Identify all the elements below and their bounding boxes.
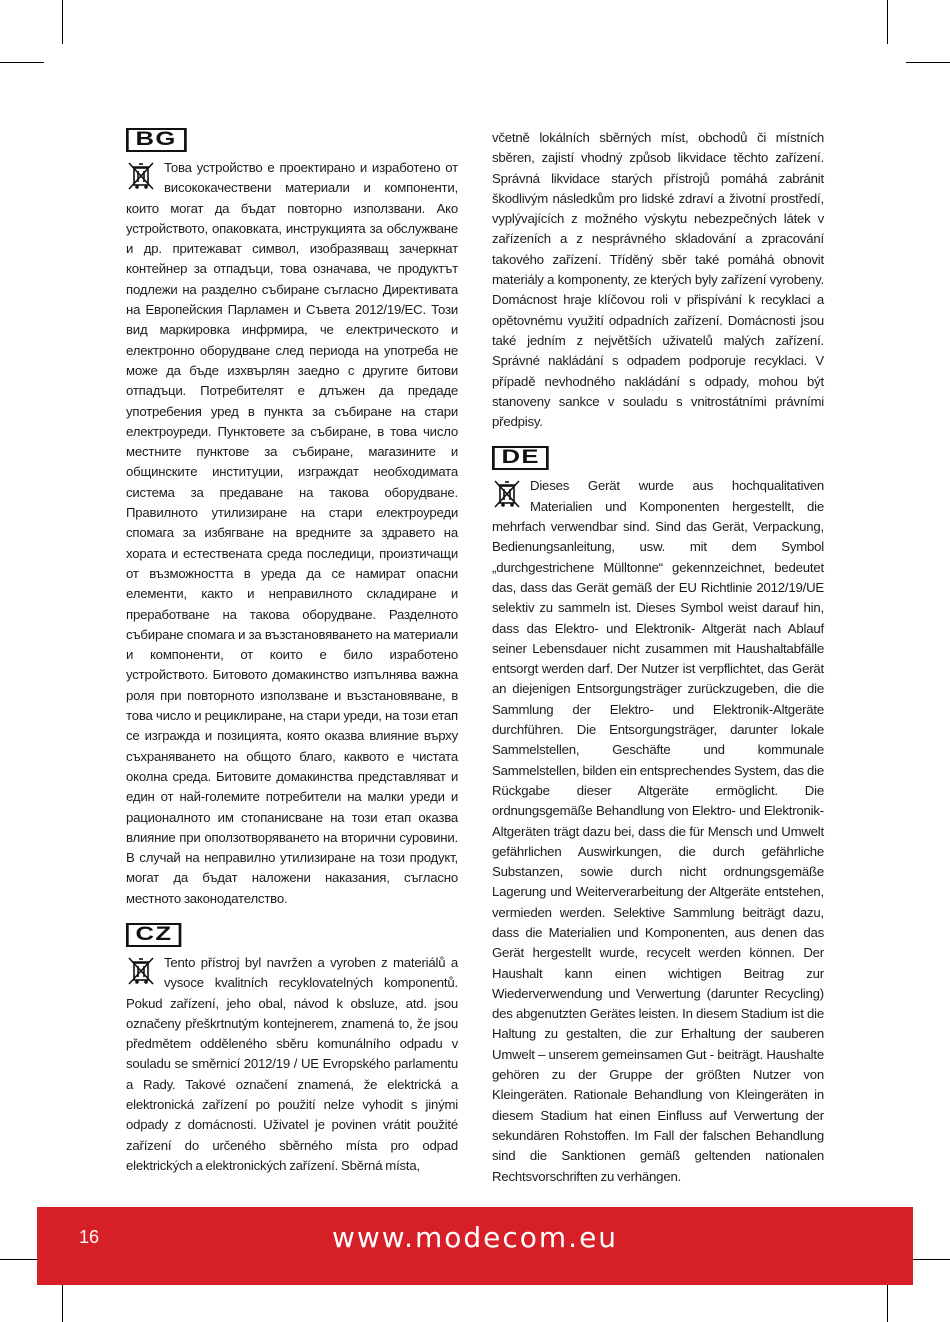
bg-badge-wrap (126, 128, 458, 158)
cz-continuation (492, 128, 824, 432)
crossed-out-bin-icon (126, 160, 156, 192)
page-number: 16 (79, 1227, 100, 1247)
cz-badge-wrap (126, 923, 458, 953)
de-badge-wrap (492, 446, 824, 476)
crop-mark (62, 0, 63, 44)
cz-paragraph-continuation: včetně lokálních sběrných míst, obchodů či místních sběren, zajistí vhodný způsob likvidace těchto zařízení. Správná likvidace starých přístrojů pomáhá zabránit škodlivým následkům pro lidské zdraví a životní prostředí, vyplývajících z možného výskytu nebezpečných látek v zařízeních a z nesprávného skladování a zpracování takového zařízení. Tříděný sběr také pomáhá obnovit materiály a komponenty, ze kterých byly zařízení vyrobeny. Domácnost hraje klíčovou roli v přispívání k recyklaci a opětovnému využití odpadních zařízení. Domácnosti jsou také jedním z největších uživatelů malých zařízení. Správné nakládání s odpadem podporuje recyklaci. V případě nevhodného nakládání s odpady, mohou být stanoveny sankce v souladu s vnitrostátními právními předpisy. (492, 130, 824, 430)
de-paragraph: Dieses Gerät wurde aus hochqualitativen Materialien und Komponenten hergestellt, die mehrfach verwendbar sind. Sind das Gerät, Verpackung, Bedienungsanleitung, usw. mit dem Symbol „durchgestrichene Mülltonne“ gekennzeichnet, bedeutet das, dass das Gerät gemäß der EU Richtlinie 2012/19/UE selektiv zu sammeln ist. Dieses Symbol weist darauf hin, dass das Elektro- und Elektronik- Altgerät nach Ablauf seiner Lebensdauer nicht zusammen mit Haushaltabfälle entsorgt werden darf. Der Nutzer ist verpflichtet, das Gerät an diejenigen Entsorgungsträger zurückzugeben, die die Sammlung der Elektro- und Elektronik-Altgeräte durchführen. Die Entsorgungsträger, darunter lokale Sammelstellen, Geschäfte und kommunale Sammelstellen, bilden ein entsprechendes System, das die Rückgabe dieser Altgeräte ermöglicht. Die ordnungsgemäße Behandlung von Elektro- und Elektronik-Altgeräten trägt dazu bei, dass die für Mensch und Umwelt gefährlichen Auswirkungen, die durch gefährliche Substanzen, sowie durch nicht ordnungsgemäße Lagerung und Weiterverarbeitung der Altgeräte entstehen, vermieden werden. Selektive Sammlung beiträgt dazu, dass die Materialien und Komponenten, aus denen das Gerät hergestellt wurde, recycelt werden können. Der Haushalt kann einen wichtigen Beitrag zur Wiederverwendung und Verwertung (darunter Recycling) des abgenutzten Gerätes leisten. In diesem Stadium ist die Haltung zu gestalten, die zur Erhaltung der sauberen Umwelt – unserem gemeinsamen Gut - beiträgt. Haushalte gehören zu der Gruppe der größten Nutzer von Kleingeräten. Rationale Behandlung von Kleingeräten in diesem Stadium hat einen Einfluss auf Verwertung der sekundären Rohstoffen. Im Fall der falschen Behandlung sind die Sanktionen gemäß geltenden nationalen Rechtsvorschriften zu verhängen. (492, 478, 824, 1184)
crop-mark (906, 62, 950, 63)
language-badge-de: DE (492, 446, 549, 470)
language-badge-cz: CZ (126, 923, 182, 947)
bg-section (126, 158, 458, 909)
language-badge-bg: BG (126, 128, 186, 152)
left-column (126, 128, 458, 1176)
crop-mark (0, 62, 44, 63)
right-column (492, 128, 824, 1187)
footer-bar (37, 1207, 913, 1285)
bg-paragraph: Това устройство е проектирано и изработено от висококачествени материали и компоненти, които могат да бъдат повторно използвани. Ако устройството, опаковката, инструкцията за обслужване и др. притежават символ, изобразяващ зачеркнат контейнер за отпадъци, това означава, че продуктът подлежи на разделно събиране съгласно Директивата на Европейския Парламен и Съвета 2012/19/ЕС. Този вид маркировка инфрмира, че електрическото и електронно оборудване след периода на употреба не може да бъде изхвърлян заедно с другите битови отпадъци. Потребителят е длъжен да предаде употребения уред в пункта за събиране на стари електроуреди. Пунктовете за събиране, в това число местните пунктове за събиране, магазините и общинските институции, изграждат необходимата система за предаване на такова оборудване. Правилното утилизиране на стари електроуреди спомага за избягване на вредните за здравето на хората и естествената среда последици, произтичащи от възможността в уреда да се намират опасни елементи, както и неправилното складиране и преработване на такова оборудване. Разделното събиране спомага и за възстановяването на материали и компоненти, от които е било изработено устройството. Битовото домакинство изпълнява важна роля при повторното използване и възстановяване, в това число и рециклиране, на стари уреди, на този етап се изгражда и позицията, която оказва влияние върху съхраняването на общото благо, каквото е чистата околна среда. Битовите домакинства представляват и един от най-големите потребители на малки уреди и рационалното им стопанисване на този етап оказва влияние при оползотворяването на вторични суровини. В случай на неправилно утилизиране на този продукт, могат да бъдат наложени наказания, съгласно местното законодателство. (126, 160, 458, 906)
cz-paragraph: Tento přístroj byl navržen a vyroben z materiálů a vysoce kvalitních recyklovatelných komponentů. Pokud zařízení, jeho obal, návod k obsluze, atd. jsou označeny přeškrtnutým kontejnerem, znamená to, že jsou předmětem odděleného sběru komunálního odpadu v souladu se směrnicí 2012/19 / UE Evropského parlamentu a Rady. Takové označení znamená, že elektrická a elektronická zařízení po použití nelze vyhodit s jinými odpady z domácnosti. Uživatel je povinen vrátit použité zařízení do určeného sběrného místa pro odpad elektrických a elektronických zařízení. Sběrná místa, (126, 954, 458, 1173)
crossed-out-bin-icon (126, 955, 156, 987)
website-link[interactable]: www.modecom.eu (331, 1221, 619, 1254)
crossed-out-bin-icon (492, 478, 522, 510)
cz-section (126, 953, 458, 1176)
de-section (492, 476, 824, 1186)
crop-mark (887, 0, 888, 44)
